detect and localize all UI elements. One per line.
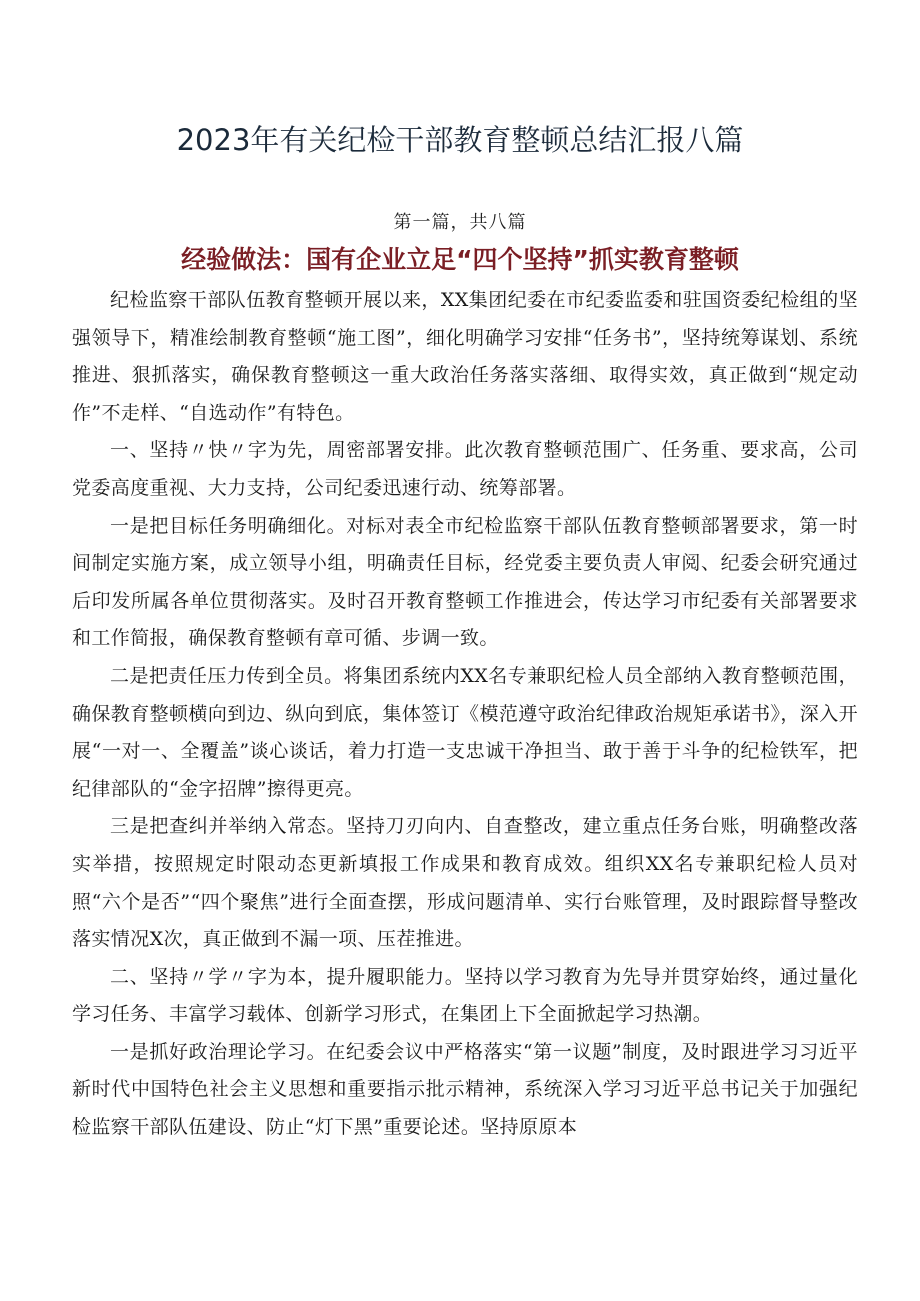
paragraph: 二、坚持〃学〃字为本，提升履职能力。坚持以学习教育为先导并贯穿始终，通过量化学习任务、丰富学习载体、创新学习形式，在集团上下全面掀起学习热潮。 bbox=[72, 965, 858, 1026]
paragraph: 二是把责任压力传到全员。将集团系统内XX名专兼职纪检人员全部纳入教育整顿范围，确保教育整顿横向到边、纵向到底，集体签订《模范遵守政治纪律政治规矩承诺书》，深入开展“一对一、全覆盖”谈心谈话，着力打造一支忠诚干净担当、敢于善于斗争的纪检铁军，把纪律部队的“金字招牌”擦得更亮。 bbox=[72, 664, 858, 800]
document-body bbox=[72, 282, 858, 1147]
paragraph: 一是抓好政治理论学习。在纪委会议中严格落实“第一议题”制度，及时跟进学习习近平新时代中国特色社会主义思想和重要指示批示精神，系统深入学习习近平总书记关于加强纪检监察干部队伍建设、防止“灯下黑”重要论述。坚持原原本 bbox=[72, 1040, 858, 1139]
paragraph: 一、坚持〃快〃字为先，周密部署安排。此次教育整顿范围广、任务重、要求高，公司党委高度重视、大力支持，公司纪委迅速行动、统筹部署。 bbox=[72, 439, 858, 499]
paragraph: 纪检监察干部队伍教育整顿开展以来，XX集团纪委在市纪委监委和驻国资委纪检组的坚强领导下，精准绘制教育整顿“施工图”，细化明确学习安排“任务书”，坚持统筹谋划、系统推进、狠抓落实，确保教育整顿这一重大政治任务落实落细、取得实效，真正做到“规定动作”不走样、“自选动作”有特色。 bbox=[72, 289, 858, 424]
paragraph: 一是把目标任务明确细化。对标对表全市纪检监察干部队伍教育整顿部署要求，第一时间制定实施方案，成立领导小组，明确责任目标，经党委主要负责人审阅、纪委会研究通过后印发所属各单位贯彻落实。及时召开教育整顿工作推进会，传达学习市纪委有关部署要求和工作简报，确保教育整顿有章可循、步调一致。 bbox=[72, 514, 858, 650]
paragraph: 三是把查纠并举纳入常态。坚持刀刃向内、自查整改，建立重点任务台账，明确整改落实举措，按照规定时限动态更新填报工作成果和教育成效。组织XX名专兼职纪检人员对照“六个是否”“四个聚焦”进行全面查摆，形成问题清单、实行台账管理，及时跟踪督导整改落实情况X次，真正做到不漏一项、压茬推进。 bbox=[72, 815, 858, 951]
document-title: 2023年有关纪检干部教育整顿总结汇报八篇 bbox=[176, 123, 744, 157]
section-title: 经验做法：国有企业立足“四个坚持”抓实教育整顿 bbox=[181, 245, 739, 274]
part-label: 第一篇，共八篇 bbox=[393, 212, 527, 233]
